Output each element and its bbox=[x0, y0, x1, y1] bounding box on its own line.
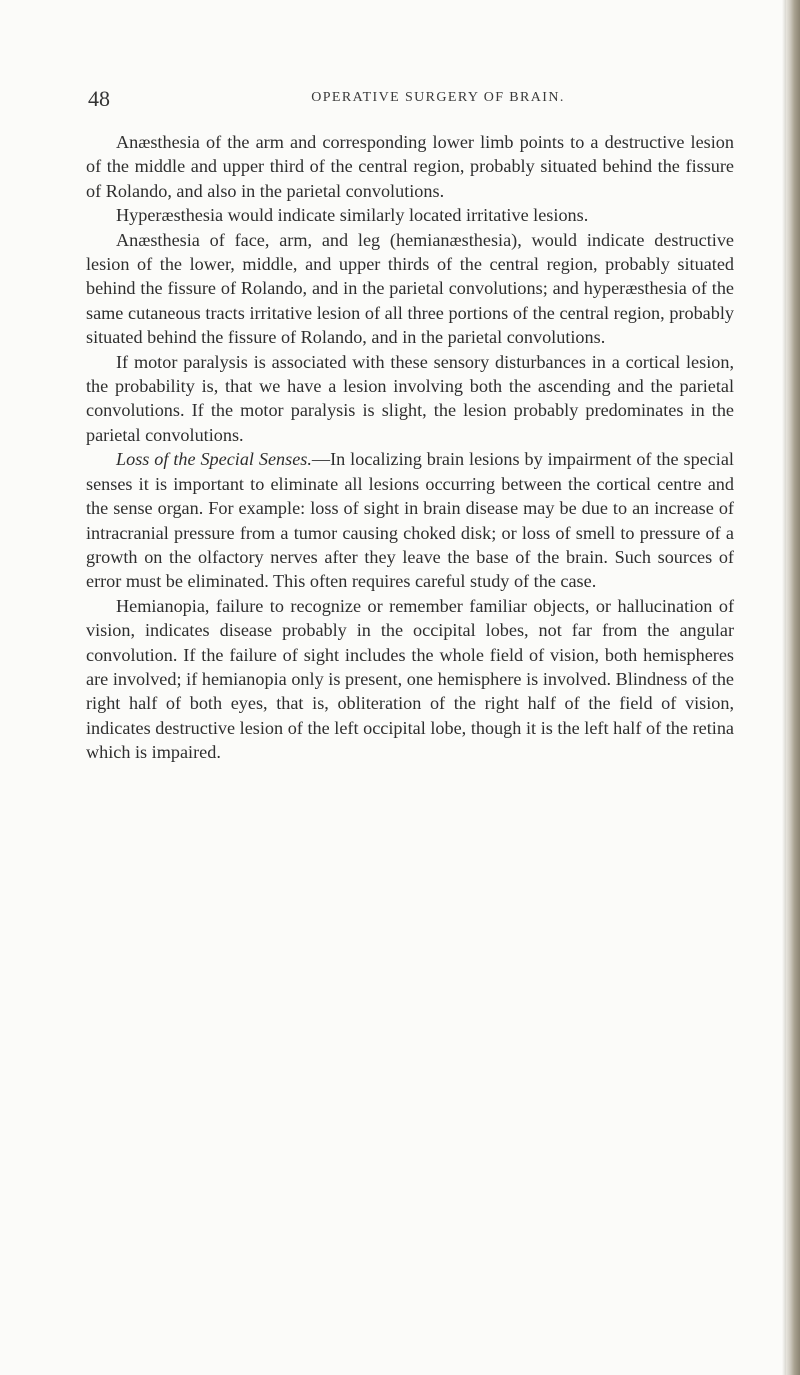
body-text bbox=[86, 130, 734, 765]
paragraph-hemianaesthesia bbox=[86, 228, 734, 350]
page-edge bbox=[786, 0, 800, 1375]
section-heading-special-senses: Loss of the Special Senses. bbox=[116, 449, 312, 470]
paragraph-text: Anæsthesia of the arm and corresponding lower limb points to a destructive lesion of the middle and upper third of the central region, probably situated behind the fissure of Rolando, and also in the parietal convolutions. bbox=[86, 132, 734, 201]
paragraph-text: —In localizing brain lesions by impairment of the special senses it is important to eliminate all lesions occurring between the cortical centre and the sense organ. For example: loss of sight in brain disease may be due to an increase of intracranial pressure from a tumor causing choked disk; or loss of smell to pressure of a growth on the olfactory nerves after they leave the base of the brain. Such sources of error must be eliminated. This often requires careful study of the case. bbox=[86, 449, 734, 592]
paragraph-special-senses bbox=[86, 447, 734, 593]
running-head bbox=[88, 84, 728, 118]
paragraph-text: Anæsthesia of face, arm, and leg (hemianæsthesia), would indicate destructive lesion of the lower, middle, and upper thirds of the central region, probably situated behind the fissure of Rolando, and in the parietal convolutions; and hyperæsthesia of the same cutaneous tracts irritative lesion of all three portions of the central region, probably situated behind the fissure of Rolando, and in the parietal convolutions. bbox=[86, 229, 734, 348]
paragraph-hemianopia bbox=[86, 594, 734, 765]
paragraph-text: If motor paralysis is associated with these sensory disturbances in a cortical lesion, the probability is, that we have a lesion involving both the ascending and the parietal convolutions. If the motor paralysis is slight, the lesion probably predominates in the parietal convolutions. bbox=[86, 351, 734, 445]
paragraph-text: Hyperæsthesia would indicate similarly located irritative lesions. bbox=[116, 205, 589, 226]
paragraph-hyperaesthesia bbox=[86, 203, 734, 227]
paragraph-anaesthesia-arm bbox=[86, 130, 734, 203]
running-title: OPERATIVE SURGERY OF BRAIN. bbox=[311, 90, 565, 105]
page-number: 48 bbox=[88, 86, 110, 111]
paragraph-motor-paralysis bbox=[86, 350, 734, 448]
paragraph-text: Hemianopia, failure to recognize or remember familiar objects, or hallucination of vision, indicates disease probably in the occipital lobes, not far from the angular convolution. If the failure of sight includes the whole field of vision, both hemispheres are involved; if hemianopia only is present, one hemisphere is involved. Blindness of the right half of both eyes, that is, obliteration of the right half of the field of vision, indicates destructive lesion of the left occipital lobe, though it is the left half of the retina which is impaired. bbox=[86, 595, 734, 763]
